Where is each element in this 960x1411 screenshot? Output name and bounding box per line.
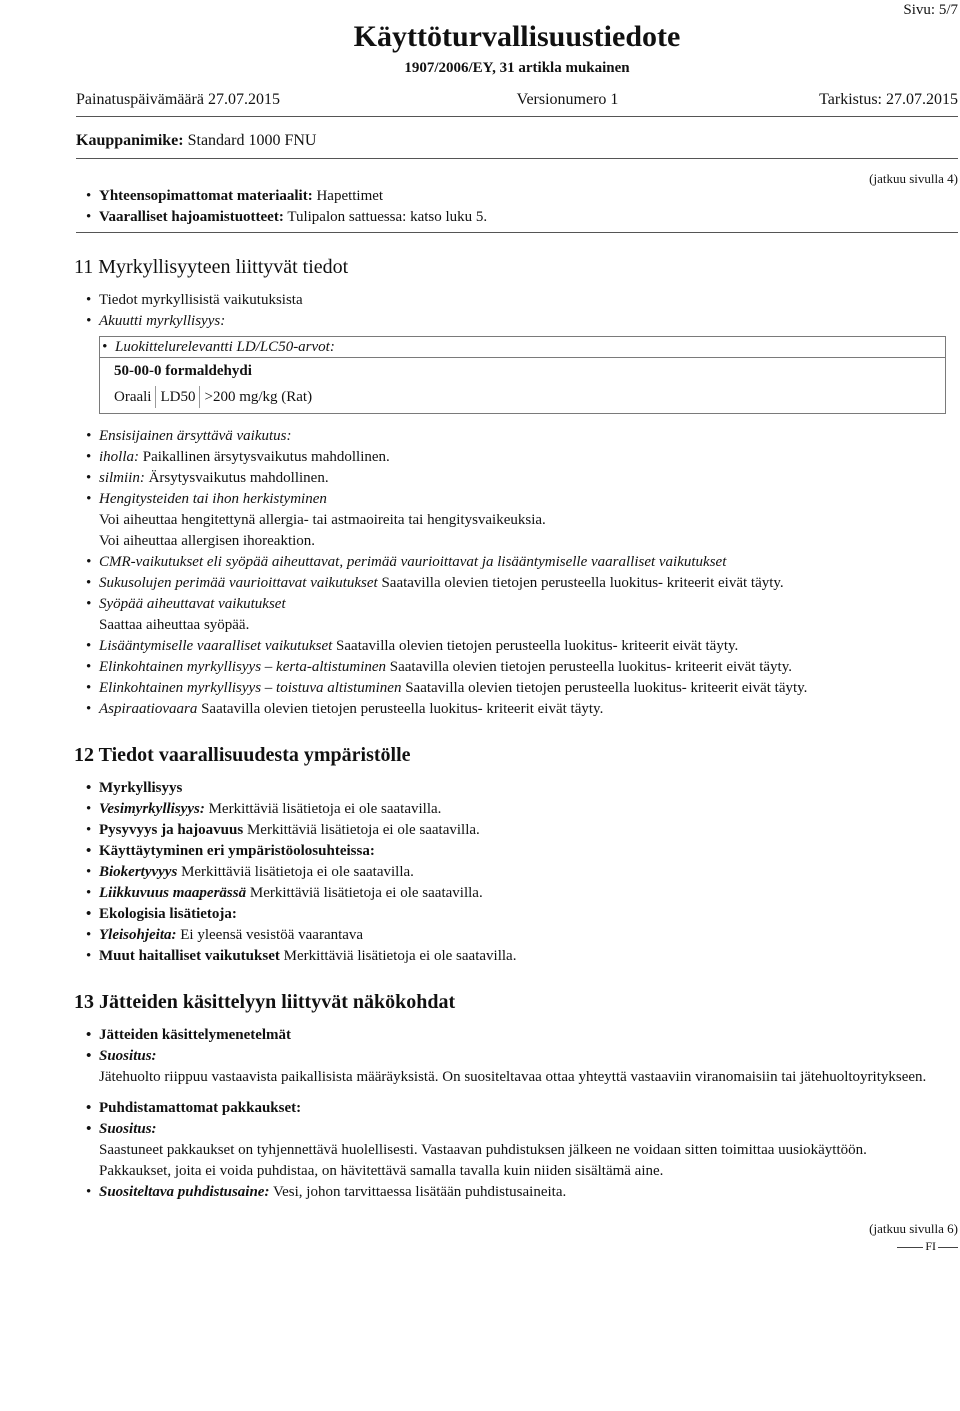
table-row (100, 381, 316, 413)
skin-effect (84, 447, 960, 468)
germ-label: Sukusolujen perimää vaurioittavat vaikutukset (99, 575, 378, 591)
decomposition-label: Vaaralliset hajoamistuotteet: (99, 209, 284, 225)
eye-effect (84, 468, 960, 489)
general-value: Ei yleensä vesistöä vaarantava (180, 927, 364, 943)
behaviour-heading: • Käyttäytyminen eri ympäristöolosuhteissa: (84, 841, 960, 862)
aspiration-label: Aspiraatiovaara (99, 701, 198, 717)
packaging-recommendation-text: Saastuneet pakkaukset on tyhjennettävä huolellisesti. Vastaavan puhdistuksen jälkeen ne voidaan sitten toimittaa uusiokäyttöön. (99, 1142, 867, 1158)
carcinogenicity: • Syöpää aiheuttavat vaikutukset (84, 594, 960, 615)
bioaccumulation (84, 862, 960, 883)
eye-value: Ärsytysvaikutus mahdollinen. (148, 470, 329, 486)
toxicity-value: >200 mg/kg (Rat) (204, 389, 313, 405)
carcinogenicity-value: Saattaa aiheuttaa syöpää. (99, 617, 250, 633)
trade-name-label: Kauppanimike: (76, 132, 184, 149)
sensitisation-skin: Voi aiheuttaa allergisen ihoreaktion. (99, 533, 316, 549)
persistence-label: Pysyvyys ja hajoavuus (99, 822, 244, 838)
decomposition-products (84, 207, 960, 228)
uncleaned-packaging: • Puhdistamattomat pakkaukset: (84, 1098, 960, 1119)
continued-from: (jatkuu sivulla 4) (869, 171, 958, 186)
stot-single-label: Elinkohtainen myrkyllisyys – kerta-altistuminen (99, 659, 387, 675)
packaging-recommendation-label: • Suositus: (84, 1119, 960, 1140)
document-body (74, 186, 960, 1203)
other-label: Muut haitalliset vaikutukset (99, 948, 280, 964)
reproductive-toxicity (84, 636, 960, 657)
exposure-route: Oraali (100, 386, 156, 408)
revision-date: Tarkistus: 27.07.2015 (819, 91, 958, 108)
language-code: FI (897, 1236, 958, 1257)
eye-label: silmiin: (99, 470, 145, 486)
stot-single (84, 657, 960, 678)
acute-toxicity: • Akuutti myrkyllisyys: (84, 311, 960, 332)
stot-single-value: Saatavilla olevien tietojen perusteella luokitus- kriteerit eivät täyty. (389, 659, 792, 675)
stot-repeat-value: Saatavilla olevien tietojen perusteella luokitus- kriteerit eivät täyty. (405, 680, 808, 696)
cas-substance: 50-00-0 formaldehydi (114, 363, 252, 379)
aquatic-toxicity (84, 799, 960, 820)
document-title: Käyttöturvallisuustiedote (353, 20, 681, 53)
page-number: Sivu: 5/7 (903, 2, 958, 18)
meta-row (76, 89, 958, 110)
table-divider (100, 357, 945, 358)
germ-value: Saatavilla olevien tietojen perusteella luokitus- kriteerit eivät täyty. (381, 575, 784, 591)
sensitisation-resp: Voi aiheuttaa hengitettynä allergia- tai astmaoireita tai hengitysvaikeuksia. (99, 512, 546, 528)
cmr-effects: • CMR-vaikutukset eli syöpää aiheuttavat, perimää vaurioittavat ja lisääntymiselle vaaralliset vaikutukset (84, 552, 960, 573)
skin-value: Paikallinen ärsytysvaikutus mahdollinen. (142, 449, 390, 465)
mobility-label: Liikkuvuus maaperässä (99, 885, 247, 901)
soil-mobility (84, 883, 960, 904)
continued-to: (jatkuu sivulla 6) (869, 1221, 958, 1236)
skin-label: iholla: (99, 449, 139, 465)
other-adverse-effects (84, 946, 960, 967)
value-type: LD50 (156, 386, 200, 408)
persistence-value: Merkittäviä lisätietoja ei ole saatavilla. (246, 822, 480, 838)
stot-repeat-label: Elinkohtainen myrkyllisyys – toistuva altistuminen (99, 680, 402, 696)
decomposition-value: Tulipalon sattuessa: katso luku 5. (287, 209, 488, 225)
repro-label: Lisääntymiselle vaaralliset vaikutukset (99, 638, 333, 654)
trade-divider (76, 158, 958, 159)
toxicity-heading: • Myrkyllisyys (84, 778, 960, 799)
section-13-title: 13 Jätteiden käsittelyyn liittyvät näkökohdat (74, 991, 456, 1013)
sensitisation: • Hengitysteiden tai ihon herkistyminen (84, 489, 960, 510)
aspiration-value: Saatavilla olevien tietojen perusteella luokitus- kriteerit eivät täyty. (201, 701, 604, 717)
section-divider (76, 232, 958, 233)
aquatic-label: Vesimyrkyllisyys: (99, 801, 205, 817)
general-notes (84, 925, 960, 946)
recommendation-label: • Suositus: (84, 1046, 960, 1067)
cleaning-agent-value: Vesi, johon tarvittaessa lisätään puhdistusaineita. (272, 1184, 567, 1200)
ecological-info-heading: • Ekologisia lisätietoja: (84, 904, 960, 925)
ld-lc50-header: • Luokittelurelevantti LD/LC50-arvot: (100, 337, 335, 358)
trade-name (76, 130, 316, 151)
incompatible-value: Hapettimet (316, 188, 384, 204)
trade-name-value: Standard 1000 FNU (187, 132, 317, 149)
persistence (84, 820, 960, 841)
aquatic-value: Merkittäviä lisätietoja ei ole saatavilla. (208, 801, 442, 817)
primary-irritant-effect: • Ensisijainen ärsyttävä vaikutus: (84, 426, 960, 447)
ld50-table (99, 336, 946, 414)
recommendation-text: Jätehuolto riippuu vastaavista paikallisista määräyksistä. On suositeltavaa ottaa yhteyttä vastaaviin viranomaisiin tai jätehuoltoyritykseen. (99, 1069, 927, 1085)
packaging-disposal-text: Pakkaukset, joita ei voida puhdistaa, on hävitettävä samalla tavalla kuin niiden sisältämä aine. (99, 1163, 664, 1179)
bio-label: Biokertyvyys (99, 864, 178, 880)
aspiration-hazard (84, 699, 960, 720)
document-subtitle: 1907/2006/EY, 31 artikla mukainen (404, 60, 630, 76)
bio-value: Merkittäviä lisätietoja ei ole saatavilla. (181, 864, 414, 880)
incompatible-label: Yhteensopimattomat materiaalit: (99, 188, 313, 204)
cleaning-agent-label: Suositeltava puhdistusaine: (99, 1184, 270, 1200)
header-divider (76, 116, 958, 117)
waste-treatment-methods: • Jätteiden käsittelymenetelmät (84, 1025, 960, 1046)
print-date: Painatuspäivämäärä 27.07.2015 (76, 91, 280, 108)
germ-cell-mutagenicity (84, 573, 960, 594)
mobility-value: Merkittäviä lisätietoja ei ole saatavilla. (249, 885, 483, 901)
general-label: Yleisohjeita: (99, 927, 177, 943)
toxic-effects-info: • Tiedot myrkyllisistä vaikutuksista (84, 290, 960, 311)
section-11-title: 11 Myrkyllisyyteen liittyvät tiedot (74, 256, 349, 278)
incompatible-materials (84, 186, 960, 207)
version-number: Versionumero 1 (516, 91, 619, 108)
stot-repeated (84, 678, 960, 699)
cleaning-agent (84, 1182, 960, 1203)
other-value: Merkittäviä lisätietoja ei ole saatavilla. (283, 948, 517, 964)
section-12-title: 12 Tiedot vaarallisuudesta ympäristölle (74, 744, 411, 766)
repro-value: Saatavilla olevien tietojen perusteella luokitus- kriteerit eivät täyty. (336, 638, 739, 654)
